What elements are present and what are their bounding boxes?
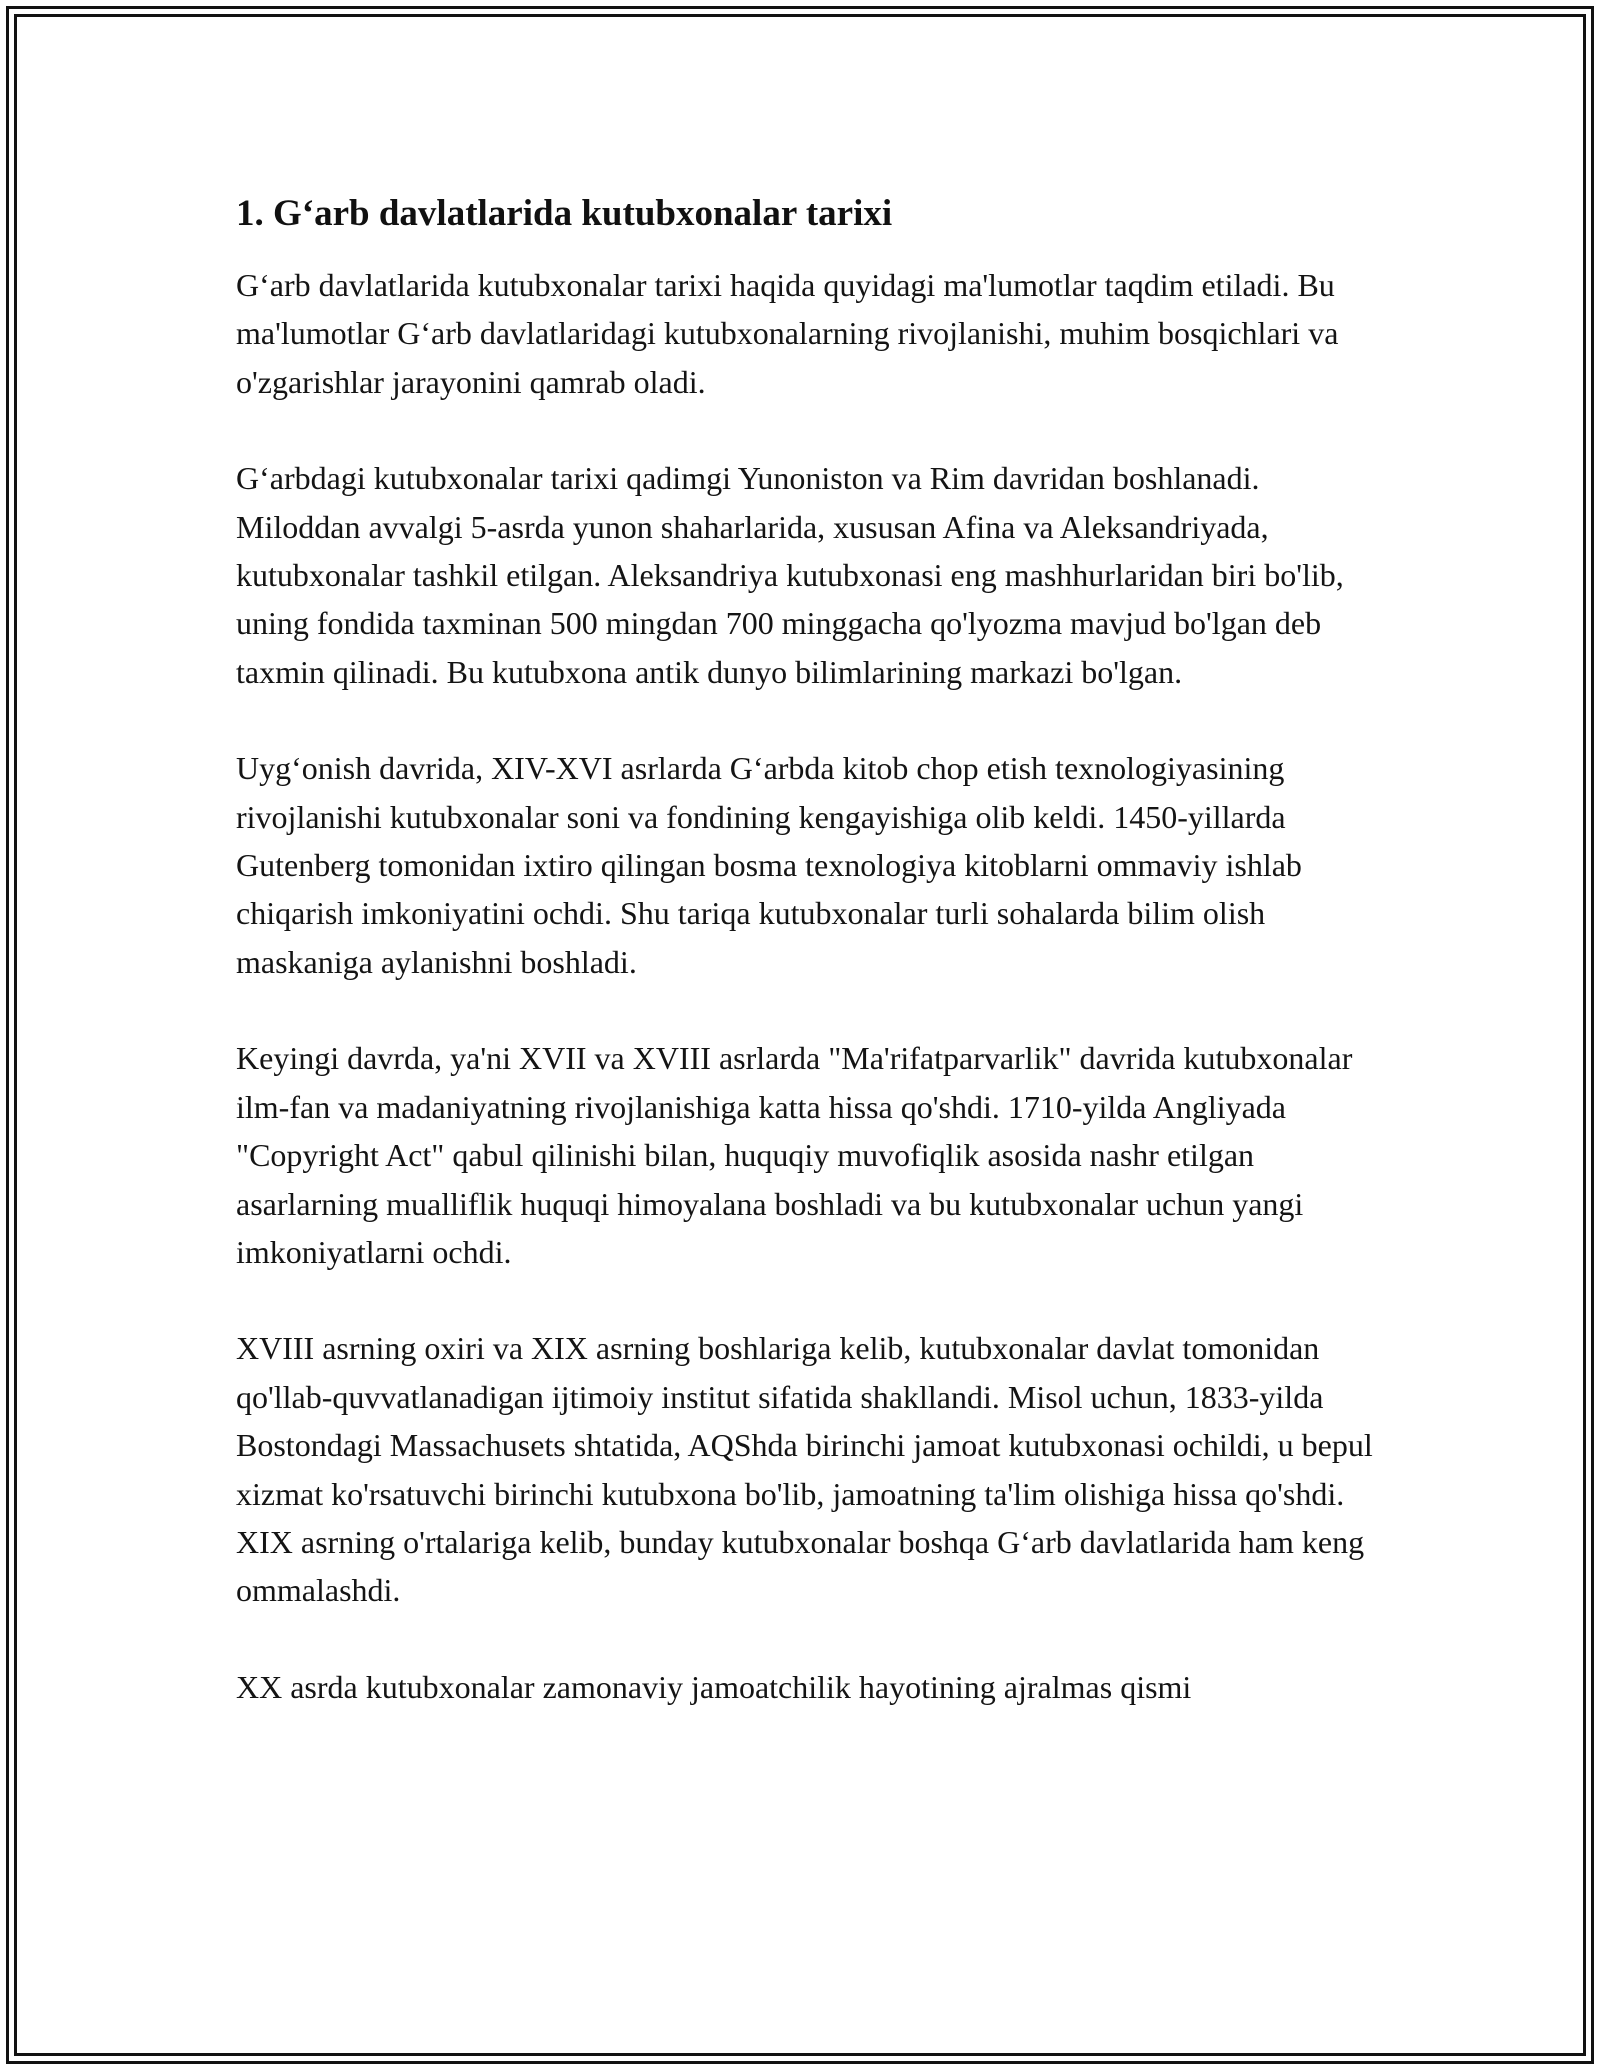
paragraph-twentieth-century: XX asrda kutubxonalar zamonaviy jamoatchilik hayotining ajralmas qismi [236,1668,1192,1705]
paragraph-renaissance: Uyg‘onish davrida, XIV-XVI asrlarda G‘arbda kitob chop etish texnologiyasining rivojlanishi kutubxonalar soni va fondining kengayishiga olib keldi. 1450-yillarda Gutenberg tomonidan ixtiro qilingan bosma texnologiya kitoblarni ommaviy ishlab chiqarish imkoniyatini ochdi. Shu tariqa kutubxonalar turli sohalarda bilim olish maskaniga aylanishni boshladi. [236,750,1302,980]
paragraph-public-libraries: XVIII asrning oxiri va XIX asrning boshlariga kelib, kutubxonalar davlat tomonidan qo'llab-quvvatlanadigan ijtimoiy institut sifatida shakllandi. Misol uchun, 1833-yilda Bostondagi Massachusets shtatida, AQShda birinchi jamoat kutubxonasi ochildi, u bepul xizmat ko'rsatuvchi birinchi kutubxona bo'lib, jamoatning ta'lim olishiga hissa qo'shdi. XIX asrning o'rtalariga kelib, bunday kutubxonalar boshqa G‘arb davlatlarida ham keng ommalashdi. [236,1330,1373,1609]
document-body [236,188,1376,1711]
paragraph-antiquity: G‘arbdagi kutubxonalar tarixi qadimgi Yunoniston va Rim davridan boshlanadi. Miloddan avvalgi 5-asrda yunon shaharlarida, xususan Afina va Aleksandriyada, kutubxonalar tashkil etilgan. Aleksandriya kutubxonasi eng mashhurlaridan biri bo'lib, uning fondida taxminan 500 mingdan 700 minggacha qo'lyozma mavjud bo'lgan deb taxmin qilinadi. Bu kutubxona antik dunyo bilimlarining markazi bo'lgan. [236,460,1344,690]
section-heading: 1. G‘arb davlatlarida kutubxonalar tarixi [236,193,893,234]
paragraph-enlightenment: Keyingi davrda, ya'ni XVII va XVIII asrlarda "Ma'rifatparvarlik" davrida kutubxonalar ilm-fan va madaniyatning rivojlanishiga katta hissa qo'shdi. 1710-yilda Angliyada "Copyright Act" qabul qilinishi bilan, huquqiy muvofiqlik asosida nashr etilgan asarlarning mualliflik huquqi himoyalana boshladi va bu kutubxonalar uchun yangi imkoniyatlarni ochdi. [236,1040,1353,1270]
paragraph-intro: G‘arb davlatlarida kutubxonalar tarixi haqida quyidagi ma'lumotlar taqdim etiladi. Bu ma'lumotlar G‘arb davlatlaridagi kutubxonalarning rivojlanishi, muhim bosqichlari va o'zgarishlar jarayonini qamrab oladi. [236,267,1339,400]
